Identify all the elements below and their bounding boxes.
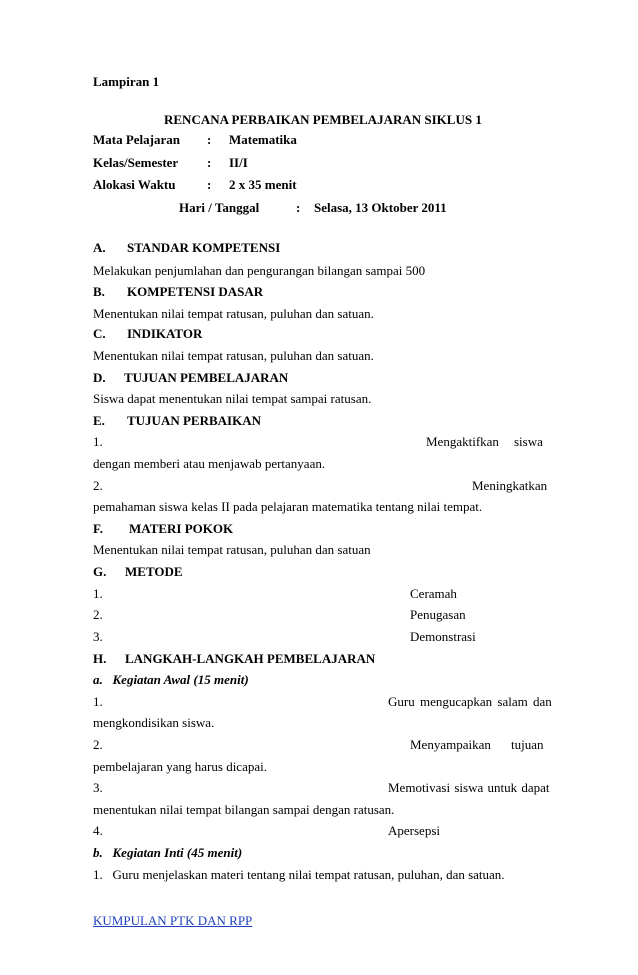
e1-num: 1. (93, 434, 103, 449)
class-label: Kelas/Semester (93, 155, 179, 170)
ha2-word1: Menyampaikan (410, 737, 491, 752)
ha2-continued: pembelajaran yang harus dicapai. (93, 759, 267, 774)
ha2-word2: tujuan (511, 737, 544, 752)
section-c-num: C. (93, 326, 106, 341)
section-g-num: G. (93, 564, 107, 579)
section-h-title: LANGKAH-LANGKAH PEMBELAJARAN (125, 651, 376, 666)
g1-num: 1. (93, 586, 103, 601)
ha3-text: Memotivasi siswa untuk dapat (388, 780, 550, 795)
section-f-num: F. (93, 521, 103, 536)
g2-num: 2. (93, 607, 103, 622)
e1-continued: dengan memberi atau menjawab pertanyaan. (93, 456, 326, 471)
subject-value: Matematika (229, 132, 297, 147)
g1-text: Ceramah (410, 586, 457, 601)
footer-link[interactable]: KUMPULAN PTK DAN RPP (93, 913, 253, 928)
time-value: 2 x 35 menit (229, 177, 297, 192)
section-f-title: MATERI POKOK (129, 521, 234, 536)
hb1-text: 1. Guru menjelaskan materi tentang nilai tempat ratusan, puluhan, dan satuan. (93, 867, 505, 882)
section-f-text: Menentukan nilai tempat ratusan, puluhan dan satuan (93, 542, 371, 557)
e1-word1: Mengaktifkan (426, 434, 499, 449)
g3-num: 3. (93, 629, 103, 644)
section-b-num: B. (93, 284, 105, 299)
attachment-label: Lampiran 1 (93, 74, 160, 89)
section-a-title: STANDAR KOMPETENSI (127, 240, 281, 255)
g3-text: Demonstrasi (410, 629, 476, 644)
e1-word2: siswa (514, 434, 543, 449)
section-b-text: Menentukan nilai tempat ratusan, puluhan dan satuan. (93, 306, 374, 321)
section-a-num: A. (93, 240, 106, 255)
class-colon: : (207, 155, 212, 170)
section-b-title: KOMPETENSI DASAR (127, 284, 264, 299)
ha3-continued: menentukan nilai tempat bilangan sampai dengan ratusan. (93, 802, 395, 817)
section-h-num: H. (93, 651, 107, 666)
section-e-num: E. (93, 413, 105, 428)
date-colon: : (296, 200, 301, 215)
section-d-text: Siswa dapat menentukan nilai tempat sampai ratusan. (93, 391, 372, 406)
date-value: Selasa, 13 Oktober 2011 (314, 200, 447, 215)
section-d-title: TUJUAN PEMBELAJARAN (124, 370, 289, 385)
e2-continued: pemahaman siswa kelas II pada pelajaran matematika tentang nilai tempat. (93, 499, 483, 514)
date-label: Hari / Tanggal (179, 200, 260, 215)
ha4-num: 4. (93, 823, 103, 838)
ha1-num: 1. (93, 694, 103, 709)
subject-label: Mata Pelajaran (93, 132, 181, 147)
time-label: Alokasi Waktu (93, 177, 176, 192)
section-c-text: Menentukan nilai tempat ratusan, puluhan dan satuan. (93, 348, 374, 363)
h-a-title: a. Kegiatan Awal (15 menit) (93, 672, 249, 687)
ha2-num: 2. (93, 737, 103, 752)
section-c-title: INDIKATOR (127, 326, 203, 341)
ha1-text: Guru mengucapkan salam dan (388, 694, 552, 709)
g2-text: Penugasan (410, 607, 466, 622)
ha1-continued: mengkondisikan siswa. (93, 715, 215, 730)
section-a-text: Melakukan penjumlahan dan pengurangan bilangan sampai 500 (93, 263, 426, 278)
e2-num: 2. (93, 478, 103, 493)
section-g-title: METODE (125, 564, 183, 579)
e2-word1: Meningkatkan (472, 478, 548, 493)
section-d-num: D. (93, 370, 106, 385)
ha3-num: 3. (93, 780, 103, 795)
class-value: II/I (229, 155, 248, 170)
section-e-title: TUJUAN PERBAIKAN (127, 413, 261, 428)
time-colon: : (207, 177, 212, 192)
ha4-text: Apersepsi (388, 823, 440, 838)
h-b-title: b. Kegiatan Inti (45 menit) (93, 845, 243, 860)
subject-colon: : (207, 132, 212, 147)
doc-title: RENCANA PERBAIKAN PEMBELAJARAN SIKLUS 1 (164, 112, 482, 127)
